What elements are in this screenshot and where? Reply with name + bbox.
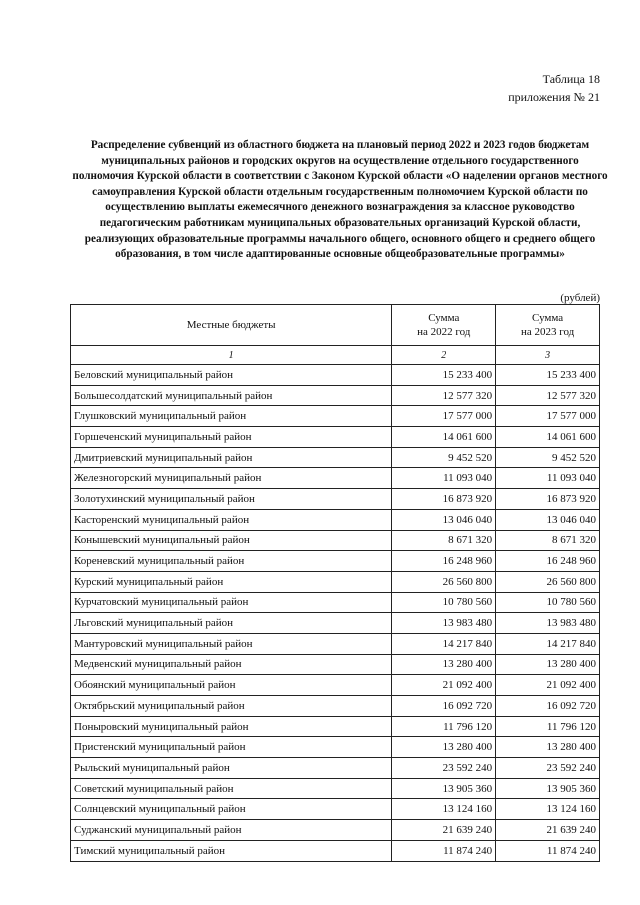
amount-2022: 16 873 920 — [392, 489, 496, 510]
amount-2023: 16 873 920 — [496, 489, 600, 510]
table-label: Таблица 18 — [542, 72, 600, 86]
amount-2023: 26 560 800 — [496, 571, 600, 592]
amount-2023: 13 905 360 — [496, 778, 600, 799]
table-row — [71, 654, 600, 675]
amount-2022: 26 560 800 — [392, 571, 496, 592]
table-row — [71, 489, 600, 510]
amount-2022: 16 248 960 — [392, 551, 496, 572]
amount-2023: 14 061 600 — [496, 427, 600, 448]
municipality-name: Тимский муниципальный район — [71, 840, 392, 861]
municipality-name: Суджанский муниципальный район — [71, 820, 392, 841]
column-header-budgets: Местные бюджеты — [71, 305, 392, 346]
column-number: 2 — [392, 346, 496, 365]
table-row — [71, 820, 600, 841]
amount-2022: 13 280 400 — [392, 654, 496, 675]
table-row — [71, 385, 600, 406]
amount-2023: 11 796 120 — [496, 716, 600, 737]
municipality-name: Конышевский муниципальный район — [71, 530, 392, 551]
table-row — [71, 633, 600, 654]
amount-2023: 13 046 040 — [496, 509, 600, 530]
amount-2022: 10 780 560 — [392, 592, 496, 613]
amount-2023: 17 577 000 — [496, 406, 600, 427]
amount-2023: 12 577 320 — [496, 385, 600, 406]
table-row — [71, 613, 600, 634]
appendix-label: приложения № 21 — [508, 90, 600, 104]
municipality-name: Пристенский муниципальный район — [71, 737, 392, 758]
table-row — [71, 592, 600, 613]
amount-2022: 16 092 720 — [392, 696, 496, 717]
table-row — [71, 758, 600, 779]
municipality-name: Обоянский муниципальный район — [71, 675, 392, 696]
municipality-name: Золотухинский муниципальный район — [71, 489, 392, 510]
amount-2023: 11 093 040 — [496, 468, 600, 489]
table-row — [71, 365, 600, 386]
table-row — [71, 675, 600, 696]
municipality-name: Медвенский муниципальный район — [71, 654, 392, 675]
municipality-name: Горшеченский муниципальный район — [71, 427, 392, 448]
amount-2022: 17 577 000 — [392, 406, 496, 427]
table-header-row — [71, 305, 600, 346]
amount-2023: 21 092 400 — [496, 675, 600, 696]
table-row — [71, 571, 600, 592]
table-row — [71, 778, 600, 799]
amount-2022: 14 217 840 — [392, 633, 496, 654]
amount-2023: 13 124 160 — [496, 799, 600, 820]
column-header-2022-line1: Сумма — [428, 312, 460, 324]
amount-2023: 13 280 400 — [496, 737, 600, 758]
amount-2022: 11 874 240 — [392, 840, 496, 861]
amount-2023: 16 248 960 — [496, 551, 600, 572]
column-number: 3 — [496, 346, 600, 365]
column-header-2022-line2: на 2022 год — [417, 326, 471, 338]
table-row — [71, 696, 600, 717]
amount-2023: 8 671 320 — [496, 530, 600, 551]
unit-label: (рублей) — [560, 292, 600, 304]
table-row — [71, 799, 600, 820]
municipality-name: Мантуровский муниципальный район — [71, 633, 392, 654]
table-row — [71, 509, 600, 530]
amount-2022: 13 905 360 — [392, 778, 496, 799]
amount-2022: 11 796 120 — [392, 716, 496, 737]
amount-2022: 15 233 400 — [392, 365, 496, 386]
table-row — [71, 716, 600, 737]
amount-2022: 13 046 040 — [392, 509, 496, 530]
column-header-2023 — [496, 305, 600, 346]
table-row — [71, 551, 600, 572]
municipality-name: Большесолдатский муниципальный район — [71, 385, 392, 406]
table-row — [71, 737, 600, 758]
municipality-name: Кореневский муниципальный район — [71, 551, 392, 572]
amount-2022: 21 639 240 — [392, 820, 496, 841]
amount-2022: 14 061 600 — [392, 427, 496, 448]
amount-2023: 23 592 240 — [496, 758, 600, 779]
amount-2023: 14 217 840 — [496, 633, 600, 654]
table-row — [71, 447, 600, 468]
table-row — [71, 530, 600, 551]
municipality-name: Касторенский муниципальный район — [71, 509, 392, 530]
column-number-row — [71, 346, 600, 365]
table-row — [71, 406, 600, 427]
amount-2022: 9 452 520 — [392, 447, 496, 468]
amount-2023: 16 092 720 — [496, 696, 600, 717]
column-header-2022 — [392, 305, 496, 346]
table-reference — [508, 70, 600, 106]
document-title: Распределение субвенций из областного бюджета на плановый период 2022 и 2023 годов бюджетам муниципальных районов и городских округов на осуществление отдельного государственного полномочия Курской области в соответствии с Законом Курской области «О наделении органов местного самоуправления Курской области отдельным государственным полномочием Курской области по осуществлению выплаты ежемесячного денежного вознаграждения за классное руководство педагогическим работникам муниципальных образовательных организаций Курской области, реализующих образовательные программы начального общего, основного общего и среднего общего образования, в том числе адаптированные основные общеобразовательные программы» — [72, 139, 608, 261]
amount-2022: 21 092 400 — [392, 675, 496, 696]
municipality-name: Железногорский муниципальный район — [71, 468, 392, 489]
table-row — [71, 468, 600, 489]
amount-2022: 13 280 400 — [392, 737, 496, 758]
column-header-2023-line1: Сумма — [532, 312, 564, 324]
amount-2022: 11 093 040 — [392, 468, 496, 489]
municipality-name: Курский муниципальный район — [71, 571, 392, 592]
municipality-name: Дмитриевский муниципальный район — [71, 447, 392, 468]
amount-2022: 12 577 320 — [392, 385, 496, 406]
amount-2022: 8 671 320 — [392, 530, 496, 551]
amount-2023: 15 233 400 — [496, 365, 600, 386]
amount-2023: 9 452 520 — [496, 447, 600, 468]
amount-2023: 21 639 240 — [496, 820, 600, 841]
amount-2023: 11 874 240 — [496, 840, 600, 861]
municipality-name: Поныровский муниципальный район — [71, 716, 392, 737]
column-number: 1 — [71, 346, 392, 365]
municipality-name: Льговский муниципальный район — [71, 613, 392, 634]
municipality-name: Глушковский муниципальный район — [71, 406, 392, 427]
amount-2022: 13 983 480 — [392, 613, 496, 634]
municipality-name: Советский муниципальный район — [71, 778, 392, 799]
column-header-2023-line2: на 2023 год — [520, 326, 575, 338]
municipality-name: Рыльский муниципальный район — [71, 758, 392, 779]
municipality-name: Солнцевский муниципальный район — [71, 799, 392, 820]
table-row — [71, 840, 600, 861]
amount-2023: 10 780 560 — [496, 592, 600, 613]
amount-2023: 13 280 400 — [496, 654, 600, 675]
amount-2022: 13 124 160 — [392, 799, 496, 820]
municipality-name: Октябрьский муниципальный район — [71, 696, 392, 717]
amount-2022: 23 592 240 — [392, 758, 496, 779]
municipality-name: Беловский муниципальный район — [71, 365, 392, 386]
table-row — [71, 427, 600, 448]
municipality-name: Курчатовский муниципальный район — [71, 592, 392, 613]
amount-2023: 13 983 480 — [496, 613, 600, 634]
subventions-table — [70, 304, 600, 862]
